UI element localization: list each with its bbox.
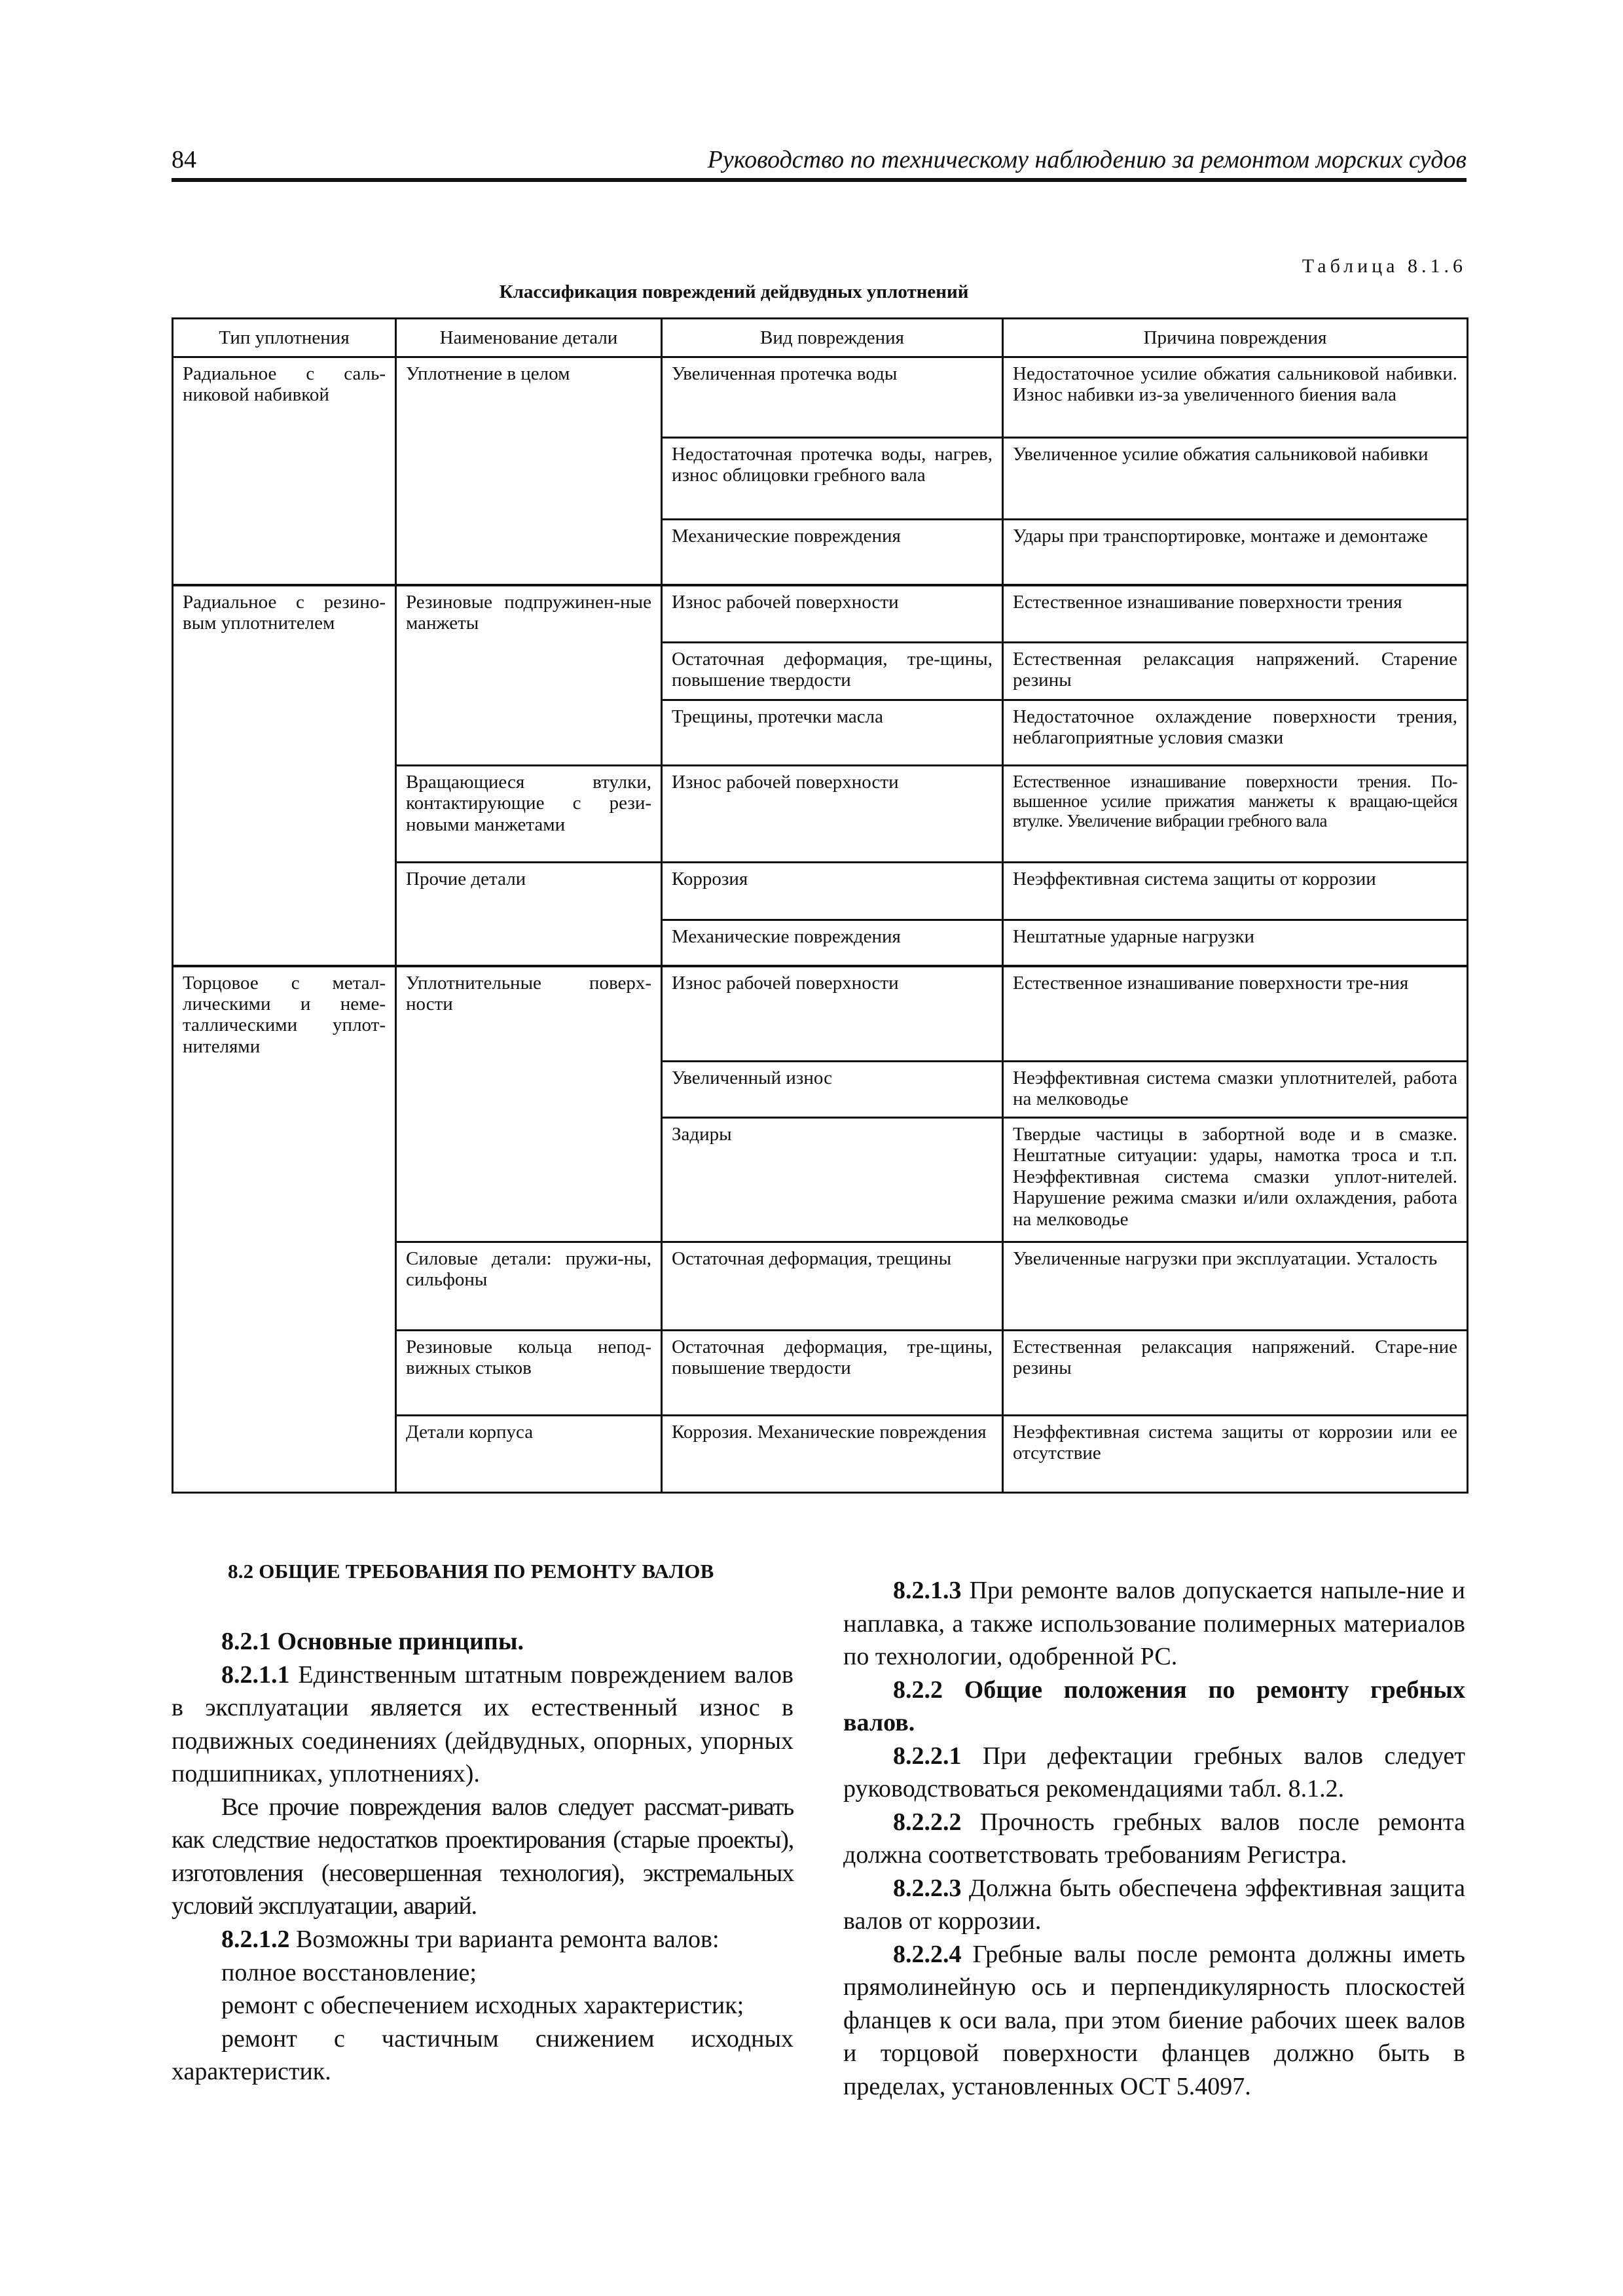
part-cell: Вращающиеся втулки, контактирующие с рези-новыми манжетами	[396, 766, 662, 863]
part-cell	[396, 438, 662, 520]
paragraph-heading: Основные принципы.	[277, 1628, 524, 1656]
paragraph-text: Гребные валы после ремонта должны иметь прямолинейную ось и перпендикулярность плоскостей фланцев к оси вала, при этом биение рабочих шеек валов и торцовой поверхности фланцев должно быть в пределах, установленных ОСТ 5.4097.	[843, 1940, 1466, 2100]
clause-number: 8.2.1.2	[221, 1926, 290, 1953]
clause-number: 8.2.2.2	[893, 1808, 962, 1836]
paragraph	[843, 1740, 1465, 1806]
paragraph	[843, 1872, 1465, 1938]
paragraph	[843, 1938, 1465, 2104]
cause-cell: Удары при транспортировке, монтаже и демонтаже	[1003, 520, 1468, 585]
cause-cell: Естественное изнашивание поверхности тре-ния	[1003, 966, 1468, 1062]
cause-cell: Недостаточное охлаждение поверхности трения, неблагоприятные условия смазки	[1003, 700, 1468, 766]
table-row	[173, 863, 1468, 920]
seal-type-cell	[173, 520, 396, 585]
list-item: ремонт с обеспечением исходных характеристик;	[221, 1992, 744, 2020]
paragraph	[172, 1659, 793, 1791]
part-cell: Уплотнительные поверх-ности	[396, 966, 662, 1062]
seal-type-cell	[173, 863, 396, 920]
seal-type-cell	[173, 920, 396, 966]
damage-classification-table	[172, 317, 1468, 1494]
damage-cell: Механические повреждения	[662, 520, 1003, 585]
cause-cell: Недостаточное усилие обжатия сальниковой набивки. Износ набивки из-за увеличенного биения вала	[1003, 357, 1468, 438]
damage-cell: Увеличенный износ	[662, 1061, 1003, 1117]
table-row	[173, 1242, 1468, 1330]
table-row	[173, 438, 1468, 520]
clause-number: 8.2.1	[221, 1628, 271, 1656]
right-text-column	[843, 1574, 1465, 2104]
part-cell: Силовые детали: пружи-ны, сильфоны	[396, 1242, 662, 1330]
damage-cell: Задиры	[662, 1117, 1003, 1242]
list-item: полное восстановление;	[221, 1958, 477, 1986]
part-cell: Резиновые кольца непод-вижных стыков	[396, 1330, 662, 1415]
paragraph	[172, 1923, 793, 1956]
damage-cell: Износ рабочей поверхности	[662, 966, 1003, 1062]
running-title: Руководство по техническому наблюдению за ремонтом морских судов	[707, 146, 1467, 173]
paragraph	[843, 1574, 1465, 1674]
paragraph-text: Единственным штатным повреждением валов в эксплуатации является их естественный износ в подвижных соединениях (дейдвудных, опорных, упорных подшипниках, уплотнениях).	[172, 1660, 793, 1788]
damage-cell: Увеличенная протечка воды	[662, 357, 1003, 438]
paragraph-text: При ремонте валов допускается напыле-ние и наплавка, а также использование полимерных материалов по технологии, одобренной РС.	[843, 1577, 1466, 1671]
seal-type-cell	[173, 643, 396, 700]
part-cell: Уплотнение в целом	[396, 357, 662, 438]
seal-type-cell	[173, 438, 396, 520]
damage-cell: Остаточная деформация, тре-щины, повышение твердости	[662, 1330, 1003, 1415]
cause-cell: Увеличенные нагрузки при эксплуатации. Усталость	[1003, 1242, 1468, 1330]
table-row	[173, 357, 1468, 438]
column-header: Причина повреждения	[1003, 319, 1468, 357]
seal-type-cell	[173, 1415, 396, 1492]
column-header: Тип уплотнения	[173, 319, 396, 357]
paragraph	[172, 1791, 793, 1923]
damage-cell: Недостаточная протечка воды, нагрев, износ облицовки гребного вала	[662, 438, 1003, 520]
seal-type-cell	[173, 1061, 396, 1117]
part-cell	[396, 643, 662, 700]
cause-cell: Естественная релаксация напряжений. Старе-ние резины	[1003, 1330, 1468, 1415]
seal-type-cell	[173, 1242, 396, 1330]
cause-cell: Естественная релаксация напряжений. Старение резины	[1003, 643, 1468, 700]
paragraph-heading: Общие положения по ремонту гребных валов.	[843, 1676, 1466, 1737]
damage-cell: Коррозия. Механические повреждения	[662, 1415, 1003, 1492]
seal-type-cell: Радиальное с саль-никовой набивкой	[173, 357, 396, 438]
seal-type-cell	[173, 1330, 396, 1415]
part-cell: Детали корпуса	[396, 1415, 662, 1492]
part-cell	[396, 700, 662, 766]
damage-cell: Износ рабочей поверхности	[662, 766, 1003, 863]
paragraph-text: Должна быть обеспечена эффективная защита валов от коррозии.	[843, 1874, 1466, 1935]
part-cell	[396, 920, 662, 966]
damage-cell: Коррозия	[662, 863, 1003, 920]
cause-cell: Неэффективная система защиты от коррозии или ее отсутствие	[1003, 1415, 1468, 1492]
paragraph-text: Возможны три варианта ремонта валов:	[296, 1926, 720, 1953]
cause-cell: Неэффективная система защиты от коррозии	[1003, 863, 1468, 920]
column-header: Наименование детали	[396, 319, 662, 357]
seal-type-cell	[173, 766, 396, 863]
table-row	[173, 766, 1468, 863]
table-row	[173, 1415, 1468, 1492]
column-header: Вид повреждения	[662, 319, 1003, 357]
paragraph-text: При дефектации гребных валов следует руководствоваться рекомендациями табл. 8.1.2.	[843, 1742, 1465, 1803]
table-caption: Классификация повреждений дейдвудных уплотнений	[499, 281, 969, 302]
clause-number: 8.2.2.3	[893, 1874, 962, 1902]
clause-number: 8.2.2.1	[893, 1742, 962, 1770]
clause-number: 8.2.1.3	[893, 1577, 962, 1604]
seal-type-cell: Торцовое с метал-лическими и неме-таллическими уплот-нителями	[173, 966, 396, 1062]
list-item: ремонт с частичным снижением исходных характеристик.	[172, 2024, 793, 2086]
cause-cell: Увеличенное усилие обжатия сальниковой набивки	[1003, 438, 1468, 520]
clause-number: 8.2.2.4	[893, 1940, 962, 1968]
part-cell	[396, 1061, 662, 1117]
table-row	[173, 1330, 1468, 1415]
cause-cell: Нештатные ударные нагрузки	[1003, 920, 1468, 966]
paragraph-text: Прочность гребных валов после ремонта должна соответствовать требованиям Регистра.	[843, 1808, 1465, 1869]
page-number: 84	[172, 146, 196, 173]
cause-cell: Неэффективная система смазки уплотнителей, работа на мелководье	[1003, 1061, 1468, 1117]
paragraph	[172, 1625, 793, 1659]
clause-number: 8.2.1.1	[221, 1660, 290, 1689]
page-header	[172, 145, 1467, 181]
part-cell	[396, 1117, 662, 1242]
table-label: Таблица 8.1.6	[1302, 255, 1467, 277]
cause-cell: Естественное изнашивание поверхности трения	[1003, 585, 1468, 643]
damage-cell: Механические повреждения	[662, 920, 1003, 966]
table-row	[173, 920, 1468, 966]
damage-cell: Износ рабочей поверхности	[662, 585, 1003, 643]
part-cell: Резиновые подпружинен-ные манжеты	[396, 585, 662, 643]
table-row	[173, 585, 1468, 643]
paragraph	[843, 1674, 1465, 1740]
table-row	[173, 1117, 1468, 1242]
damage-cell: Трещины, протечки масла	[662, 700, 1003, 766]
cause-cell: Естественное изнашивание поверхности трения. По-вышенное усилие прижатия манжеты к вращаю-щейся втулке. Увеличение вибрации гребного вала	[1003, 766, 1468, 863]
table-row	[173, 643, 1468, 700]
table-row	[173, 700, 1468, 766]
paragraph-text: Все прочие повреждения валов следует рассмат-ривать как следствие недостатков проектирования (старые проекты), изготовления (несовершенная технология), экстремальных условий эксплуатации, аварий.	[172, 1793, 793, 1920]
seal-type-cell: Радиальное с резино-вым уплотнителем	[173, 585, 396, 643]
damage-cell: Остаточная деформация, тре-щины, повышение твердости	[662, 643, 1003, 700]
table-row	[173, 966, 1468, 1062]
cause-cell: Твердые частицы в забортной воде и в смазке. Нештатные ситуации: удары, намотка троса и т.п. Неэффективная система смазки уплот-нителей. Нарушение режима смазки и/или охлаждения, работа на мелководье	[1003, 1117, 1468, 1242]
left-text-column	[172, 1558, 793, 2089]
paragraph	[843, 1806, 1465, 1872]
clause-number: 8.2.2	[893, 1676, 943, 1704]
table-row	[173, 520, 1468, 585]
section-title: 8.2 ОБЩИЕ ТРЕБОВАНИЯ ПО РЕМОНТУ ВАЛОВ	[228, 1560, 714, 1583]
seal-type-cell	[173, 1117, 396, 1242]
header-rule	[172, 178, 1467, 182]
part-cell	[396, 520, 662, 585]
damage-cell: Остаточная деформация, трещины	[662, 1242, 1003, 1330]
part-cell: Прочие детали	[396, 863, 662, 920]
table-header-row	[173, 319, 1468, 357]
seal-type-cell	[173, 700, 396, 766]
table-row	[173, 1061, 1468, 1117]
